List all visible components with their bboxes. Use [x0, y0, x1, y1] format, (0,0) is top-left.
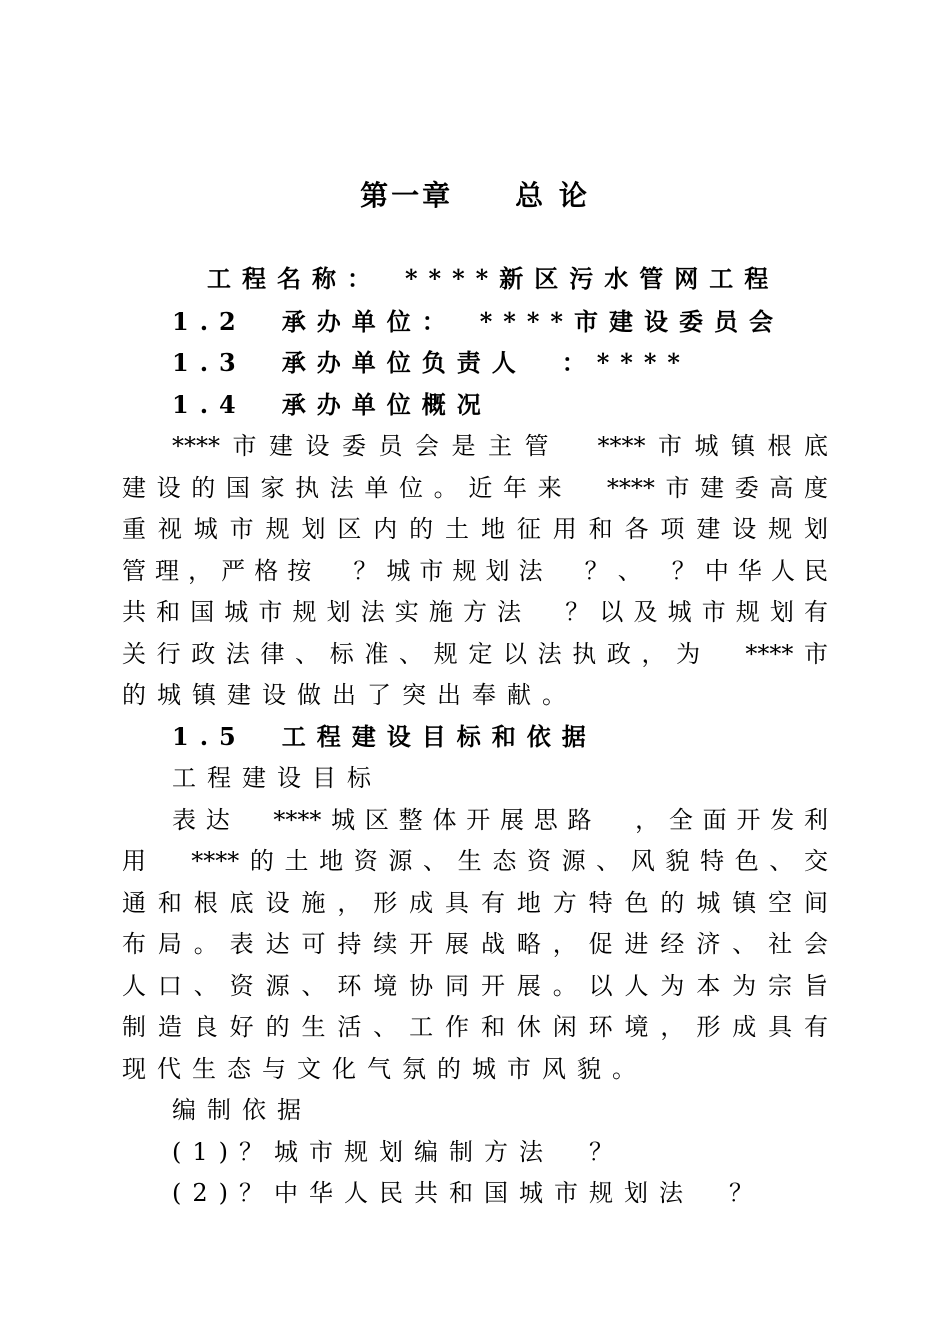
section-1-2-heading: 1.2 承办单位： ****市建设委员会: [172, 307, 784, 336]
basis-item-1: (1)？城市规划编制方法 ？: [172, 1138, 624, 1166]
paragraph-line: 的城镇建设做出了突出奉献。: [122, 681, 577, 709]
paragraph-line: 管理，严格按 ？城市规划法 ？、 ？中华人民: [122, 557, 828, 585]
paragraph-line: 关行政法律、标准、规定以法执政，为 ****市: [122, 640, 828, 668]
paragraph-line: ****市建设委员会是主管 ****市城镇根底: [172, 432, 828, 460]
section-1-4-heading: 1.4 承办单位概况: [172, 390, 492, 419]
paragraph-line: 现代生态与文化气氛的城市风貌。: [122, 1055, 647, 1083]
basis-item-2: (2)？中华人民共和国城市规划法 ？: [172, 1179, 764, 1207]
project-name-heading: 工程名称： ****新区污水管网工程: [207, 264, 780, 293]
section-1-3-heading: 1.3 承办单位负责人 ：****: [172, 348, 691, 377]
chapter-title: 第一章 总 论: [360, 179, 590, 212]
subheading-goals: 工程建设目标: [172, 764, 382, 792]
section-1-5-heading: 1.5 工程建设目标和依据: [172, 722, 597, 751]
paragraph-line: 重视城市规划区内的土地征用和各项建设规划: [122, 515, 828, 543]
paragraph-line: 共和国城市规划法实施方法 ？以及城市规划有: [122, 598, 828, 626]
paragraph-line: 人口、资源、环境协同开展。以人为本为宗旨: [122, 972, 828, 1000]
paragraph-line: 表达 ****城区整体开展思路 ，全面开发利: [172, 806, 828, 834]
paragraph-line: 布局。表达可持续开展战略，促进经济、社会: [122, 930, 828, 958]
paragraph-line: 建设的国家执法单位。近年来 ****市建委高度: [122, 474, 828, 502]
paragraph-line: 用 ****的土地资源、生态资源、风貌特色、交: [122, 847, 828, 875]
subheading-basis: 编制依据: [172, 1096, 312, 1124]
paragraph-line: 制造良好的生活、工作和休闲环境，形成具有: [122, 1013, 828, 1041]
paragraph-line: 通和根底设施，形成具有地方特色的城镇空间: [122, 889, 828, 917]
